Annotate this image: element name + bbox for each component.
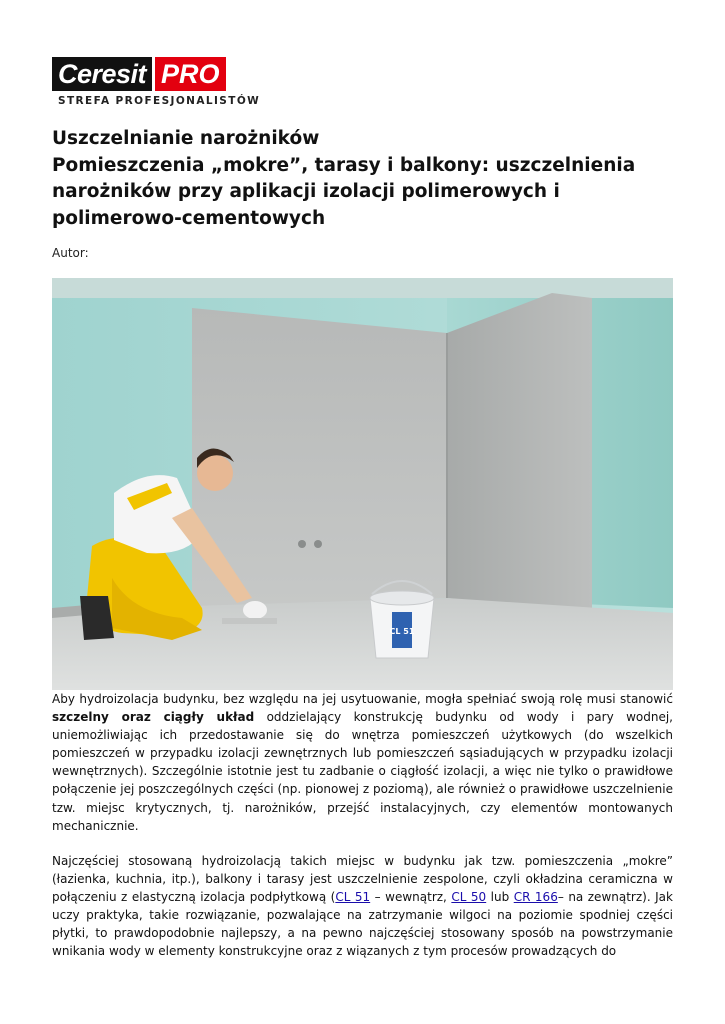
paragraph-2-text-c: lub [486, 889, 514, 904]
link-cr-166[interactable]: CR 166 [513, 889, 558, 904]
logo-brand: Ceresit [52, 57, 152, 91]
paragraph-1 [52, 690, 673, 835]
article-heading [52, 126, 682, 232]
paragraph-2 [52, 852, 673, 961]
logo-badge: PRO [155, 57, 226, 91]
ceresit-pro-logo[interactable] [52, 57, 260, 107]
article-subtitle-line-2: narożników przy aplikacji izolacji polimerowych i [52, 181, 560, 202]
logo-subtitle: STREFA PROFESJONALISTÓW [58, 95, 261, 107]
article-title: Uszczelnianie narożników [52, 128, 320, 149]
paragraph-1-bold: szczelny oraz ciągły układ [52, 710, 255, 725]
paragraph-1-text-a: Aby hydroizolacja budynku, bez względu na jej usytuowanie, mogła spełniać swoją rolę musi stanowić [52, 692, 673, 706]
bucket-label: CL 51 [389, 627, 415, 636]
article-subtitle-line-1: Pomieszczenia „mokre”, tarasy i balkony: uszczelnienia [52, 154, 636, 176]
link-cl-51[interactable]: CL 51 [335, 889, 371, 904]
paragraph-2-text-b: – wewnątrz, [370, 889, 452, 904]
worker-sealing-corner-illustration [52, 278, 673, 690]
paragraph-2-text-d: – na zewnątrz). Jak uczy praktyka, takie rozwiązanie, pozwalające na zatrzymanie wilgoci na poziomie spodniej części płytki, to prawdopodobnie najlepszy, a na pewno najczęściej stosowany sposób na powstrzymanie wnikania wody w elementy konstrukcyjne oraz z wiązanych z tym procesów prowadzących do [52, 889, 673, 959]
logo-wordmark [52, 57, 260, 91]
article-body [52, 690, 673, 960]
link-cl-50[interactable]: CL 50 [451, 889, 487, 904]
author-label: Autor: [52, 246, 89, 260]
article-subtitle-line-3: polimerowo-cementowych [52, 207, 326, 229]
paragraph-2-text-a: Najczęściej stosowaną hydroizolacją takich miejsc w budynku jak tzw. pomieszczenia „mokre” (łazienka, kuchnia, itp.), balkony i tarasy jest uszczelnienie zespolone, czyli okładzina ceramiczna w połączeniu z elastyczną izolacja podpłytkową ( [52, 853, 673, 904]
article-photo [52, 278, 673, 690]
paragraph-1-text-b: oddzielający konstrukcję budynku od wody i pary wodnej, uniemożliwiając ich przedostawanie się do wnętrza pomieszczeń użytkowych (do wszelkich pomieszczeń w przypadku izolacji zewnętrznych lub pomieszczeń sąsiadujących w przypadku izolacji wewnętrznych). Szczególnie istotnie jest tu zadbanie o ciągłość izolacji, a więc nie tylko o prawidłowe połączenie jej poszczególnych części (np. pionowej z poziomą), ale również o prawidłowe uszczelnienie tzw. miejsc krytycznych, tj. narożników, przejść instalacyjnych, czy elementów montowanych mechanicznie. [52, 710, 673, 833]
